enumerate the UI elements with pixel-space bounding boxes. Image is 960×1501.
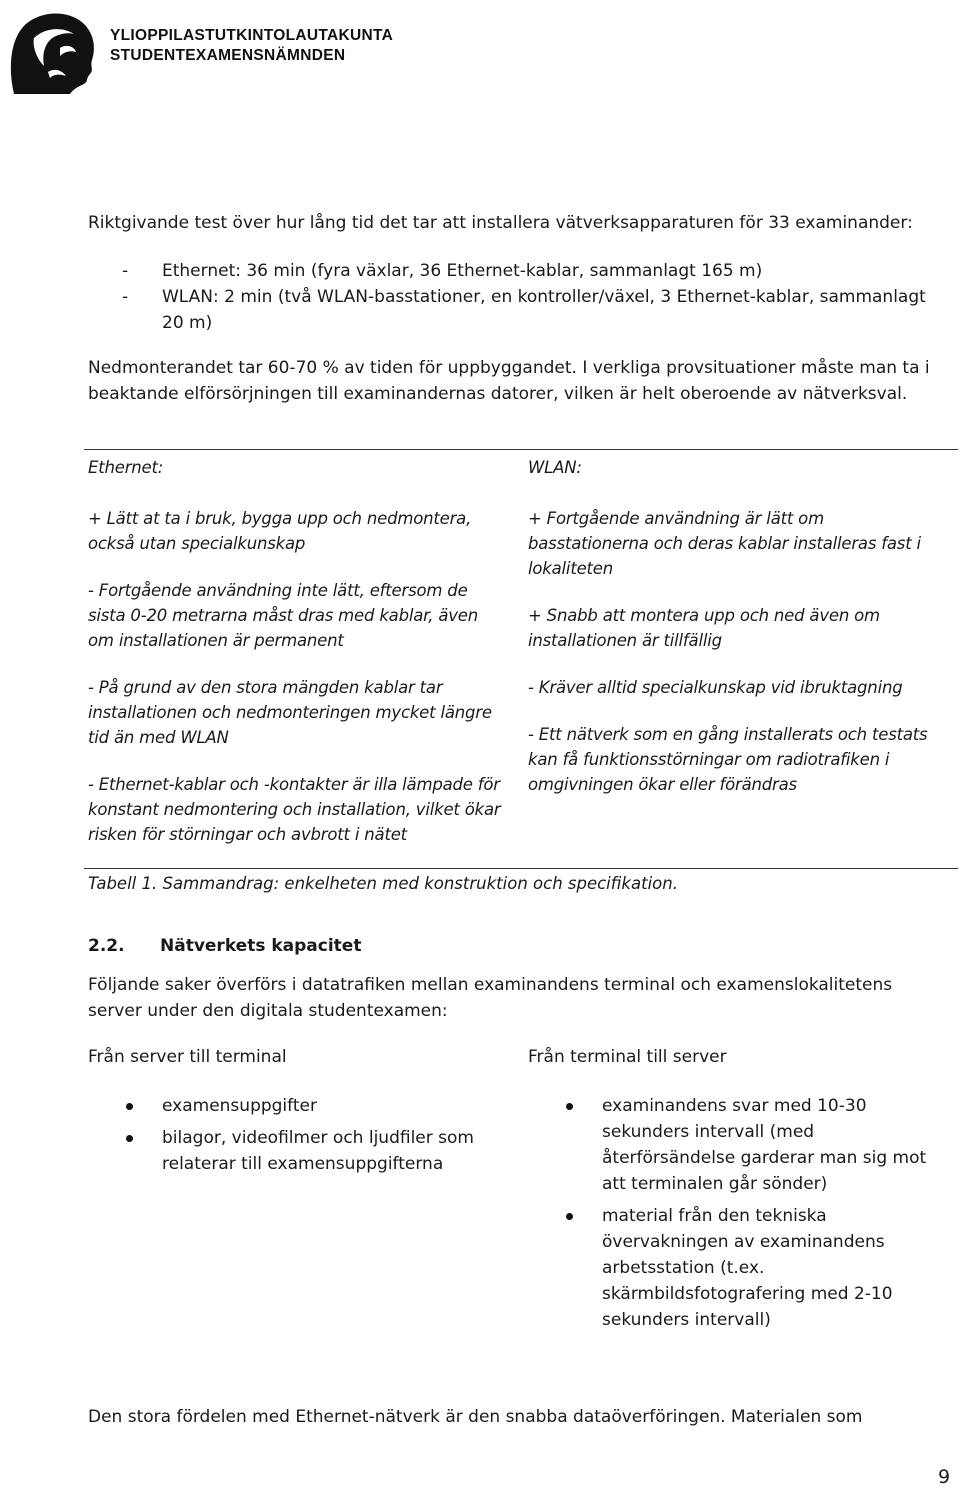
ethernet-heading: Ethernet: (88, 458, 164, 477)
list-item (122, 1125, 512, 1177)
page-number: 9 (938, 1466, 951, 1488)
ethernet-item: - Fortgående användning inte lätt, eftersom de sista 0-20 metrarna måst dras med kablar, även om installationen är permanent (88, 581, 479, 650)
wlan-item: + Snabb att montera upp och ned även om installationen är tillfällig (528, 606, 880, 650)
list-item (122, 284, 942, 336)
list-item (122, 1093, 512, 1119)
bullet-icon (566, 1213, 573, 1220)
terminal-to-server-list (562, 1093, 952, 1339)
terminal-to-server-heading: Från terminal till server (528, 1047, 727, 1067)
section-title: Nätverkets kapacitet (160, 936, 362, 956)
data-traffic-paragraph: Följande saker överförs i datatrafiken mellan examinandens terminal och examenslokalitetens server under den digitala studentexamen: (88, 975, 893, 1021)
list-item (562, 1203, 952, 1333)
list-item-text: WLAN: 2 min (två WLAN-basstationer, en kontroller/växel, 3 Ethernet-kablar, sammanlagt 20 m) (162, 287, 926, 333)
list-item-text: examensuppgifter (162, 1096, 317, 1116)
bullet-icon (566, 1103, 573, 1110)
bullet-icon (126, 1103, 133, 1110)
list-item (122, 258, 942, 284)
list-item-text: material från den tekniska övervakningen av examinandens arbetsstation (t.ex. skärmbildsfotografering med 2-10 sekunders intervall) (602, 1206, 893, 1330)
wlan-column (528, 455, 948, 819)
bullet-icon (126, 1135, 133, 1142)
section-heading (88, 933, 361, 959)
list-item-text: Ethernet: 36 min (fyra växlar, 36 Ethernet-kablar, sammanlagt 165 m) (162, 261, 763, 281)
ethernet-item: - På grund av den stora mängden kablar tar installationen och nedmonteringen mycket längre tid än med WLAN (88, 678, 492, 747)
ethernet-item: + Lätt at ta i bruk, bygga upp och nedmontera, också utan specialkunskap (88, 509, 472, 553)
section-number: 2.2. (88, 936, 125, 956)
install-time-list (122, 258, 942, 336)
intro-paragraph: Riktgivande test över hur lång tid det tar att installera vätverksapparaturen för 33 examinander: (88, 213, 913, 233)
list-item-text: examinandens svar med 10-30 sekunders intervall (med återförsändelse garderar man sig mot att terminalen går sönder) (602, 1096, 927, 1194)
note-paragraph: Nedmonterandet tar 60-70 % av tiden för uppbyggandet. I verkliga provsituationer måste man ta i beaktande elförsörjningen till examinandernas datorer, vilken är helt oberoende av nätverksval. (88, 358, 930, 404)
wlan-item: - Ett nätverk som en gång installerats och testats kan få funktionsstörningar om radiotrafiken i omgivningen ökar eller förändras (528, 725, 928, 794)
server-to-terminal-heading: Från server till terminal (88, 1047, 287, 1067)
profile-head-emblem-icon (4, 8, 100, 98)
ethernet-item: - Ethernet-kablar och -kontakter är illa lämpade för konstant nedmontering och installation, vilket ökar risken för störningar och avbrott i nätet (88, 775, 501, 844)
list-dash: - (122, 261, 129, 281)
wlan-item: + Fortgående användning är lätt om basstationerna och deras kablar installeras fast i lokaliteten (528, 509, 921, 578)
ethernet-column (88, 455, 508, 869)
table-bottom-rule (84, 868, 958, 869)
organization-name (110, 26, 393, 66)
list-dash: - (122, 287, 129, 307)
table-top-rule (84, 449, 958, 450)
closing-paragraph: Den stora fördelen med Ethernet-nätverk är den snabba dataöverföringen. Materialen som (88, 1407, 863, 1427)
wlan-heading: WLAN: (528, 458, 582, 477)
server-to-terminal-list (122, 1093, 512, 1183)
organization-name-sv: STUDENTEXAMENSNÄMNDEN (110, 47, 346, 64)
wlan-item: - Kräver alltid specialkunskap vid ibruktagning (528, 678, 903, 697)
list-item (562, 1093, 952, 1197)
organization-name-fi: YLIOPPILASTUTKINTOLAUTAKUNTA (110, 27, 394, 44)
organization-logo (4, 8, 100, 98)
table-caption: Tabell 1. Sammandrag: enkelheten med konstruktion och specifikation. (88, 874, 678, 893)
list-item-text: bilagor, videofilmer och ljudfiler som relaterar till examensuppgifterna (162, 1128, 474, 1174)
